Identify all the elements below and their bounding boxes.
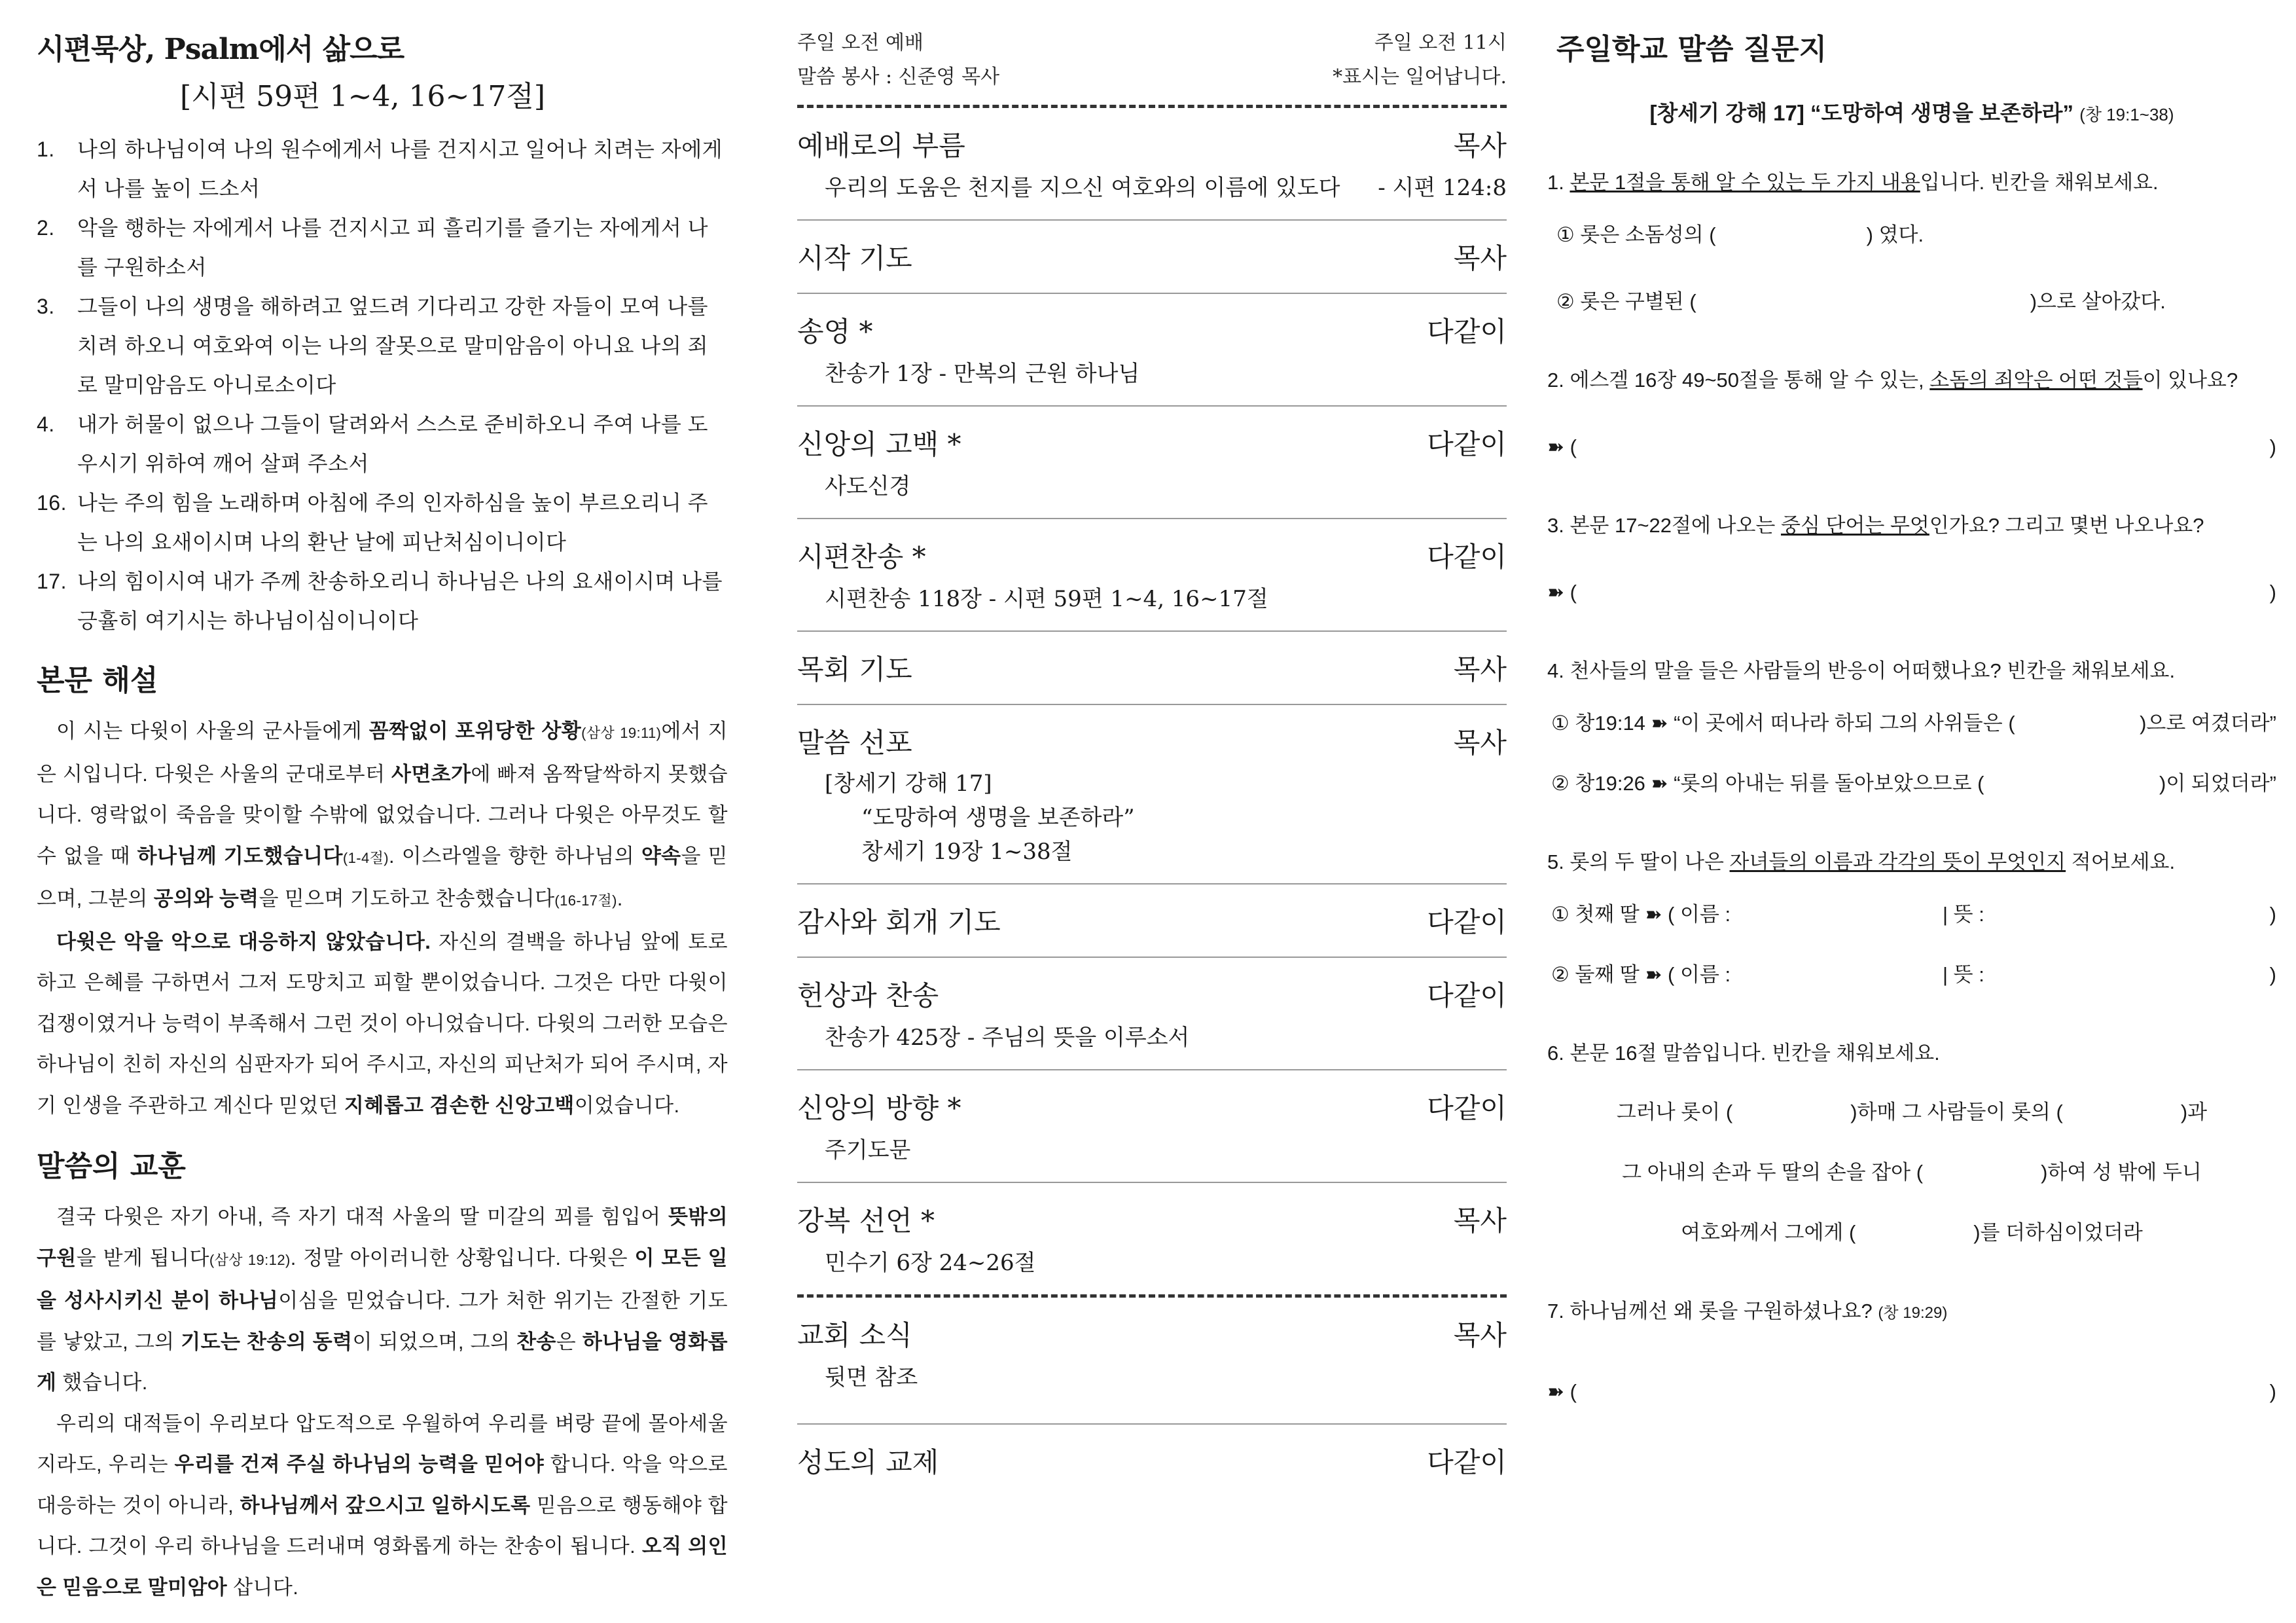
worship-item-detail: 찬송가 1장 - 만복의 근원 하나님	[825, 361, 1140, 387]
worship-item	[797, 884, 1507, 958]
worship-item-leader: 목사	[1453, 130, 1507, 162]
worship-item-leader: 다같이	[1427, 979, 1507, 1012]
service-header-row-2	[797, 60, 1507, 94]
verse-number: 4.	[37, 412, 55, 436]
order-of-worship	[797, 108, 1507, 1497]
verse-item	[37, 208, 728, 287]
worship-item-detail: 뒷면 참조	[825, 1364, 918, 1391]
psalm-meditation-column	[0, 0, 766, 1623]
worship-item	[797, 294, 1507, 407]
verse-item	[37, 405, 728, 483]
service-name: 주일 오전 예배	[797, 31, 924, 54]
worship-item-leader: 목사	[1453, 1319, 1507, 1351]
worship-item-title: 예배로의 부름	[797, 130, 965, 162]
worship-item-title: 교회 소식	[797, 1319, 912, 1351]
worship-item-title: 신앙의 고백 *	[797, 428, 961, 460]
arrow-icon: ➽	[1547, 435, 1564, 459]
lesson-paragraph-1: 결국 다윗은 자기 아내, 즉 자기 대적 사울의 딸 미갈의 꾀를 힘입어 뜻밖의 구원을 받게 됩니다(삼상 19:12). 정말 아이러니한 상황입니다. 다윗은 이 모든 일을 성사시키신 분이 하나님이심을 믿었습니다. 그가 처한 위기는 간절한 기도를 낳았고, 그의 기도는 찬송의 동력이 되었으며, 그의 찬송은 하나님을 영화롭게 했습니다.	[37, 1205, 728, 1394]
worship-item-detail: 찬송가 425장 - 주님의 뜻을 이루소서	[825, 1025, 1190, 1051]
section-commentary-title: 본문 해설	[37, 664, 158, 697]
sermon-passage: 창세기 19장 1~38절	[861, 839, 1073, 865]
questionnaire-subtitle: [창세기 강해 17] “도망하여 생명을 보존하라” (창 19:1~38)	[1649, 101, 2174, 125]
answer-2[interactable]: ➽ ( )	[1547, 435, 2276, 459]
worship-item	[797, 221, 1507, 294]
worship-item-title: 헌상과 찬송	[797, 979, 939, 1012]
question-2: 2. 에스겔 16장 49~50절을 통해 알 수 있는, 소돔의 죄악은 어떤 것들이 있나요?	[1547, 369, 2238, 392]
worship-item-title: 송영 *	[797, 316, 873, 348]
verse-text: 나는 주의 힘을 노래하며 아침에 주의 인자하심을 높이 부르오리니 주는 나의 요새이시며 나의 환난 날에 피난처심이니이다	[77, 491, 709, 554]
worship-item	[797, 1070, 1507, 1183]
worship-item-leader: 다같이	[1427, 316, 1507, 348]
commentary-paragraph-2: 다윗은 악을 악으로 대응하지 않았습니다. 자신의 결백을 하나님 앞에 토로하고 은혜를 구하면서 그저 도망치고 피할 뿐이었습니다. 그것은 다만 다윗이 겁쟁이였거나 능력이 부족해서 그런 것이 아니었습니다. 다윗의 그러한 모습은 하나님이 친히 자신의 심판자가 되어 주시고, 자신의 피난처가 되어 주시며, 자기 인생을 주관하고 계신다 믿었던 지혜롭고 겸손한 신앙고백이었습니다.	[37, 930, 728, 1117]
questionnaire-title: 주일학교 말씀 질문지	[1556, 33, 1827, 66]
question-6: 6. 본문 16절 말씀입니다. 빈칸을 채워보세요.	[1547, 1042, 1940, 1065]
arrow-icon: ➽	[1547, 1380, 1564, 1404]
verse-text: 나의 힘이시여 내가 주께 찬송하오리니 하나님은 나의 요새이시며 나를 긍휼히 여기시는 하나님이심이니이다	[77, 570, 723, 632]
arrow-icon: ➽	[1547, 581, 1564, 604]
worship-item-title: 성도의 교제	[797, 1446, 939, 1478]
verse-text: 내가 허물이 없으나 그들이 달려와서 스스로 준비하오니 주여 나를 도우시기 위하여 깨어 살펴 주소서	[77, 412, 709, 475]
verse-list	[37, 130, 728, 640]
verse-number: 2.	[37, 216, 55, 240]
sermon-series: [창세기 강해 17]	[825, 771, 992, 797]
worship-item-leader: 다같이	[1427, 1092, 1507, 1124]
stand-note: *표시는 일어납니다.	[1333, 65, 1507, 88]
answer-5-2[interactable]: ② 둘째 딸 ➽ ( 이름 : | 뜻 : )	[1551, 963, 2276, 986]
worship-item-leader: 다같이	[1427, 428, 1507, 460]
worship-item-title: 강복 선언 *	[797, 1205, 935, 1237]
verse-fill-line-2[interactable]: 그 아내의 손과 두 딸의 손을 잡아 ( )하여 성 밖에 두니	[1622, 1161, 2202, 1184]
verse-item	[37, 287, 728, 405]
worship-item-detail: 민수기 6장 24~26절	[825, 1250, 1036, 1276]
sunday-school-questions-column	[1532, 0, 2296, 1623]
verse-number: 3.	[37, 295, 55, 318]
question-7: 7. 하나님께선 왜 롯을 구원하셨나요? (창 19:29)	[1547, 1300, 1948, 1322]
verse-fill-line-3[interactable]: 여호와께서 그에게 ( )를 더하심이었더라	[1681, 1221, 2143, 1244]
verse-item	[37, 130, 728, 208]
verse-text: 그들이 나의 생명을 해하려고 엎드려 기다리고 강한 자들이 모여 나를 치려 하오니 여호와여 이는 나의 잘못으로 말미암음이 아니요 나의 죄로 말미암음도 아니로소이다	[77, 295, 709, 397]
verse-number: 17.	[37, 570, 67, 593]
worship-item-leader: 다같이	[1427, 1446, 1507, 1478]
answer-3[interactable]: ➽ ( )	[1547, 581, 2276, 604]
verse-text: 나의 하나님이여 나의 원수에게서 나를 건지시고 일어나 치려는 자에게서 나를 높이 드소서	[77, 137, 723, 200]
verse-number: 16.	[37, 491, 67, 515]
question-4: 4. 천사들의 말을 들은 사람들의 반응이 어떠했나요? 빈칸을 채워보세요.	[1547, 659, 2176, 682]
worship-item-detail: 사도신경	[825, 473, 911, 500]
worship-item	[797, 705, 1507, 884]
verse-item	[37, 562, 728, 640]
worship-item-detail: 우리의 도움은 천지를 지으신 여호와의 이름에 있도다	[825, 175, 1340, 201]
worship-item	[797, 958, 1507, 1070]
worship-item-detail: 시편찬송 118장 - 시편 59편 1~4, 16~17절	[825, 586, 1268, 612]
worship-item-leader: 목사	[1453, 727, 1507, 759]
verse-item	[37, 483, 728, 562]
answer-5-1[interactable]: ① 첫째 딸 ➽ ( 이름 : | 뜻 : )	[1551, 903, 2276, 926]
answer-4-1[interactable]: ① 창19:14 ➽ “이 곳에서 떠나라 하되 그의 사위들은 ( )으로 여겼더라”	[1551, 712, 2276, 735]
worship-item-title: 시편찬송 *	[797, 541, 926, 573]
worship-item-title: 목회 기도	[797, 653, 912, 685]
worship-item-title: 시작 기도	[797, 242, 912, 274]
worship-item-leader: 목사	[1453, 1205, 1507, 1237]
lesson-paragraph-2: 우리의 대적들이 우리보다 압도적으로 우월하여 우리를 벼랑 끝에 몰아세울지라도, 우리는 우리를 건져 주실 하나님의 능력을 믿어야 합니다. 악을 악으로 대응하는 것이 아니라, 하나님께서 갚으시고 일하시도록 믿음으로 행동해야 합니다. 그것이 우리 하나님을 드러내며 영화롭게 하는 찬송이 됩니다. 오직 의인은 믿음으로 말미암아 삽니다.	[37, 1412, 728, 1599]
answer-1-1[interactable]: ① 롯은 소돔성의 ( ) 였다.	[1556, 223, 1924, 246]
worship-item-detail: 주기도문	[825, 1137, 911, 1163]
verse-fill-line-1[interactable]: 그러나 롯이 ( )하매 그 사람들이 롯의 ( )과	[1616, 1101, 2208, 1123]
worship-item-title: 감사와 회개 기도	[797, 906, 1001, 938]
worship-item	[797, 1183, 1507, 1294]
worship-item-title: 신앙의 방향 *	[797, 1092, 961, 1124]
answer-4-2[interactable]: ② 창19:26 ➽ “롯의 아내는 뒤를 돌아보았으므로 ( )이 되었더라”	[1551, 772, 2276, 795]
question-1: 1. 본문 1절을 통해 알 수 있는 두 가지 내용입니다. 빈칸을 채워보세요.	[1547, 171, 2159, 194]
worship-item-leader: 다같이	[1427, 906, 1507, 938]
commentary-paragraph-1: 이 시는 다윗이 사울의 군사들에게 꼼짝없이 포위당한 상황(삼상 19:11)에서 지은 시입니다. 다윗은 사울의 군대로부터 사면초가에 빠져 옴짝달싹하지 못했습니다. 영락없이 죽음을 맞이할 수밖에 없었습니다. 그러나 다윗은 아무것도 할 수 없을 때 하나님께 기도했습니다(1-4절). 이스라엘을 향한 하나님의 약속을 믿으며, 그분의 공의와 능력을 믿으며 기도하고 찬송했습니다(16-17절).	[37, 720, 728, 910]
question-3: 3. 본문 17~22절에 나오는 중심 단어는 무엇인가요? 그리고 몇번 나오나요?	[1547, 514, 2204, 537]
meditation-subtitle: [시편 59편 1~4, 16~17절]	[180, 80, 545, 113]
verse-text: 악을 행하는 자에게서 나를 건지시고 피 흘리기를 즐기는 자에게서 나를 구원하소서	[77, 216, 709, 279]
verse-number: 1.	[37, 137, 55, 161]
sermon-title: “도망하여 생명을 보존하라”	[861, 805, 1135, 831]
worship-item	[797, 108, 1507, 221]
answer-1-2[interactable]: ② 롯은 구별된 ( )으로 살아갔다.	[1556, 290, 2166, 313]
worship-item-leader: 다같이	[1427, 541, 1507, 573]
worship-item-reference: - 시편 124:8	[1378, 175, 1507, 201]
worship-item	[797, 1294, 1507, 1425]
worship-item-leader: 목사	[1453, 242, 1507, 274]
meditation-title: 시편묵상, Psalm에서 삶으로	[37, 33, 404, 66]
service-time: 주일 오전 11시	[1374, 31, 1507, 54]
service-header-row-1	[797, 26, 1507, 60]
answer-7[interactable]: ➽ ( )	[1547, 1380, 2276, 1404]
worship-item	[797, 407, 1507, 519]
worship-order-column	[766, 0, 1532, 1623]
worship-item-leader: 목사	[1453, 653, 1507, 685]
worship-item	[797, 632, 1507, 705]
worship-item	[797, 1425, 1507, 1497]
worship-item-title: 말씀 선포	[797, 727, 912, 759]
section-lesson-title: 말씀의 교훈	[37, 1150, 186, 1183]
preacher: 말씀 봉사 : 신준영 목사	[797, 65, 1000, 88]
worship-item	[797, 519, 1507, 632]
question-5: 5. 롯의 두 딸이 나은 자녀들의 이름과 각각의 뜻이 무엇인지 적어보세요.	[1547, 850, 2176, 873]
